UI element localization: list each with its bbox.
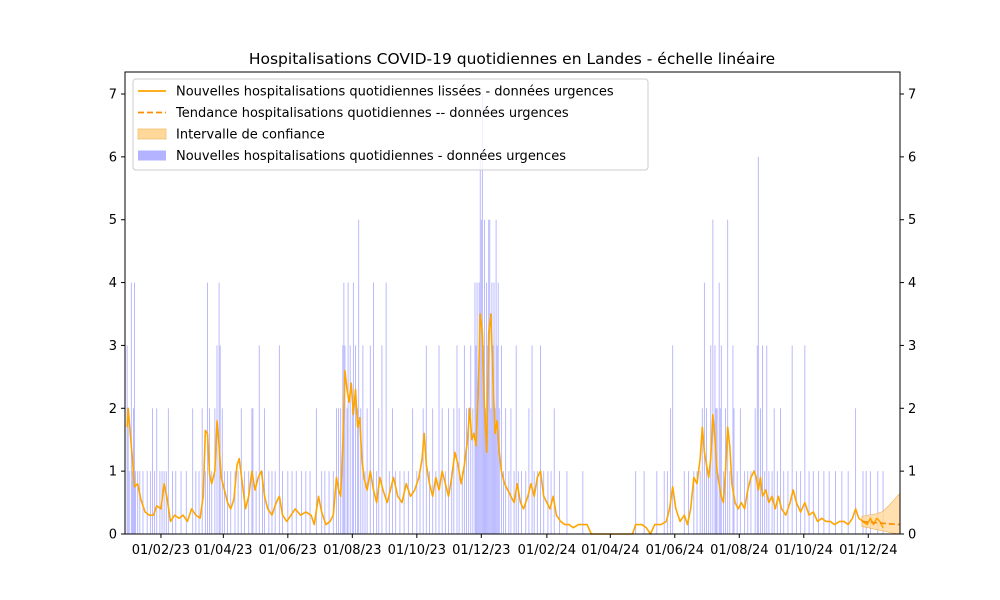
- daily-bar: [559, 471, 560, 534]
- daily-bar: [129, 471, 130, 534]
- y-tick-label-left: 5: [108, 213, 117, 229]
- y-tick-label-left: 3: [108, 338, 117, 354]
- daily-bar: [792, 345, 793, 534]
- daily-bar: [499, 408, 500, 534]
- daily-bar: [554, 408, 555, 534]
- legend-swatch-bars: [138, 151, 166, 161]
- daily-bar: [670, 408, 671, 534]
- daily-bar: [489, 220, 490, 534]
- daily-bar: [841, 471, 842, 534]
- daily-bar: [230, 471, 231, 534]
- daily-bar: [729, 471, 730, 534]
- daily-bar: [192, 408, 193, 534]
- daily-bar: [475, 283, 476, 534]
- chart-title: Hospitalisations COVID-19 quotidiennes en Landes - échelle linéaire: [248, 50, 776, 68]
- daily-bar: [186, 471, 187, 534]
- y-tick-label-right: 0: [908, 527, 917, 543]
- x-tick-label: 01/08/23: [323, 543, 382, 558]
- daily-bar: [207, 283, 208, 534]
- daily-bar: [268, 471, 269, 534]
- y-tick-label-left: 2: [108, 401, 117, 417]
- daily-bar: [222, 408, 223, 534]
- daily-bar: [818, 471, 819, 534]
- daily-bar: [758, 157, 759, 534]
- daily-bar: [279, 345, 280, 534]
- daily-bar: [448, 408, 449, 534]
- x-tick-label: 01/06/24: [645, 543, 704, 558]
- daily-bar: [516, 345, 517, 534]
- legend-swatch-confidence: [138, 129, 166, 139]
- daily-bar: [700, 471, 701, 534]
- legend-label: Nouvelles hospitalisations quotidiennes lissées - données urgences: [176, 84, 614, 100]
- legend: [133, 79, 648, 170]
- x-tick-label: 01/12/24: [839, 543, 898, 558]
- daily-bar: [766, 345, 767, 534]
- daily-bar: [667, 471, 668, 534]
- daily-bar: [172, 471, 173, 534]
- x-tick-label: 01/12/23: [452, 543, 511, 558]
- daily-bar: [321, 471, 322, 534]
- daily-bar: [720, 408, 721, 534]
- daily-bar: [774, 408, 775, 534]
- daily-bar: [131, 283, 132, 534]
- daily-bar: [168, 408, 169, 534]
- daily-bar: [855, 408, 856, 534]
- daily-bar: [395, 471, 396, 534]
- x-tick-label: 01/02/23: [131, 543, 191, 558]
- daily-bar: [747, 471, 748, 534]
- daily-bar: [134, 283, 135, 534]
- daily-bar: [466, 408, 467, 534]
- daily-bar: [238, 471, 239, 534]
- daily-bar: [737, 471, 738, 534]
- y-tick-label-right: 6: [908, 150, 917, 166]
- y-tick-label-left: 0: [108, 527, 117, 543]
- daily-bar: [505, 408, 506, 534]
- daily-bar: [772, 471, 773, 534]
- x-tick-label: 01/08/24: [710, 543, 769, 558]
- daily-bar: [150, 471, 151, 534]
- daily-bar: [478, 408, 479, 534]
- daily-bar: [282, 471, 283, 534]
- daily-bar: [127, 345, 128, 534]
- daily-bar: [350, 345, 351, 534]
- daily-bar: [708, 471, 709, 534]
- x-tick-label: 01/06/23: [258, 543, 318, 558]
- daily-bar: [378, 408, 379, 534]
- daily-bar: [540, 345, 541, 534]
- daily-bar: [352, 408, 353, 534]
- daily-bar: [199, 471, 200, 534]
- x-tick-label: 01/04/24: [581, 543, 640, 558]
- daily-bar: [259, 345, 260, 534]
- daily-bar: [762, 345, 763, 534]
- daily-bar: [684, 471, 685, 534]
- daily-bar: [528, 408, 529, 534]
- daily-bar: [305, 471, 306, 534]
- daily-bar: [367, 408, 368, 534]
- daily-bar: [510, 408, 511, 534]
- daily-bar: [543, 471, 544, 534]
- daily-bar: [501, 345, 502, 534]
- daily-bar: [389, 471, 390, 534]
- daily-bar: [664, 471, 665, 534]
- daily-bar: [704, 283, 705, 534]
- daily-bar: [734, 408, 735, 534]
- daily-bar: [156, 408, 157, 534]
- daily-bar: [408, 471, 409, 534]
- daily-bar: [497, 345, 498, 534]
- daily-bar: [412, 408, 413, 534]
- daily-bar: [721, 345, 722, 534]
- daily-bar: [287, 471, 288, 534]
- daily-bar: [166, 471, 167, 534]
- daily-bar: [392, 408, 393, 534]
- daily-bar: [426, 345, 427, 534]
- daily-bar: [496, 220, 497, 534]
- daily-bar: [256, 471, 257, 534]
- x-tick-label: 01/02/24: [517, 543, 577, 558]
- daily-bar: [432, 408, 433, 534]
- daily-bar: [329, 471, 330, 534]
- daily-bar: [135, 471, 136, 534]
- daily-bar: [292, 471, 293, 534]
- daily-bar: [301, 471, 302, 534]
- daily-bar: [787, 471, 788, 534]
- daily-bar: [224, 471, 225, 534]
- daily-bar: [296, 471, 297, 534]
- daily-bar: [181, 471, 182, 534]
- daily-bar: [370, 345, 371, 534]
- legend-label: Tendance hospitalisations quotidiennes -- données urgences: [176, 106, 569, 121]
- y-tick-label-left: 1: [108, 464, 117, 480]
- daily-bar: [464, 345, 465, 534]
- daily-bar: [823, 471, 824, 534]
- y-tick-label-left: 6: [108, 150, 117, 166]
- daily-bar: [453, 408, 454, 534]
- x-tick-label: 01/10/24: [774, 543, 833, 558]
- daily-bar: [780, 408, 781, 534]
- daily-bar: [809, 471, 810, 534]
- daily-bar: [420, 471, 421, 534]
- daily-bar: [264, 408, 265, 534]
- daily-bar: [248, 471, 249, 534]
- daily-bar: [272, 471, 273, 534]
- y-tick-label-right: 7: [908, 87, 917, 103]
- daily-bar: [712, 220, 713, 534]
- daily-bar: [381, 345, 382, 534]
- y-tick-label-left: 7: [108, 87, 117, 103]
- daily-bar: [348, 283, 349, 534]
- daily-bar: [813, 471, 814, 534]
- y-tick-label-right: 3: [908, 338, 917, 354]
- daily-bar: [175, 471, 176, 534]
- daily-bar: [399, 471, 400, 534]
- daily-bar: [498, 283, 499, 534]
- y-tick-label-right: 5: [908, 213, 917, 229]
- daily-bar: [727, 220, 728, 534]
- daily-bar: [358, 220, 359, 534]
- daily-bar: [534, 471, 535, 534]
- daily-bar: [347, 408, 348, 534]
- daily-bar: [740, 408, 741, 534]
- daily-bar: [423, 408, 424, 534]
- y-tick-label-right: 4: [908, 276, 917, 292]
- daily-bar: [132, 471, 133, 534]
- legend-label: Intervalle de confiance: [176, 127, 325, 143]
- daily-bar: [404, 471, 405, 534]
- daily-bar: [439, 345, 440, 534]
- daily-bar: [220, 345, 221, 534]
- daily-bar: [336, 408, 337, 534]
- daily-bar: [355, 345, 356, 534]
- daily-bar: [508, 471, 509, 534]
- daily-bar: [159, 471, 160, 534]
- daily-bar: [195, 471, 196, 534]
- daily-bar: [518, 471, 519, 534]
- legend-label: Nouvelles hospitalisations quotidiennes - données urgences: [176, 149, 566, 164]
- daily-bar: [757, 345, 758, 534]
- daily-bar: [532, 345, 533, 534]
- daily-bar: [202, 408, 203, 534]
- daily-bar: [760, 408, 761, 534]
- daily-bar: [829, 471, 830, 534]
- daily-bar: [154, 471, 155, 534]
- daily-bar: [338, 408, 339, 534]
- daily-bar: [219, 283, 220, 534]
- x-tick-label: 01/10/23: [387, 543, 447, 558]
- daily-bar: [733, 345, 734, 534]
- daily-bar: [147, 471, 148, 534]
- y-tick-label-left: 4: [108, 276, 117, 292]
- daily-bar: [783, 471, 784, 534]
- daily-bar: [800, 471, 801, 534]
- daily-bar: [139, 471, 140, 534]
- daily-bar: [310, 471, 311, 534]
- daily-bar: [205, 471, 206, 534]
- y-tick-label-right: 2: [908, 401, 917, 417]
- daily-bar: [490, 408, 491, 534]
- daily-bar: [472, 408, 473, 534]
- daily-bar: [719, 283, 720, 534]
- daily-bar: [137, 471, 138, 534]
- daily-bar: [362, 345, 363, 534]
- daily-bar: [457, 345, 458, 534]
- daily-bar: [644, 471, 645, 534]
- daily-bar: [164, 471, 165, 534]
- x-tick-label: 01/04/23: [194, 543, 253, 558]
- y-tick-label-right: 1: [908, 464, 917, 480]
- daily-bar: [672, 345, 673, 534]
- daily-bar: [481, 220, 482, 534]
- daily-bar: [764, 471, 765, 534]
- daily-bar: [373, 283, 374, 534]
